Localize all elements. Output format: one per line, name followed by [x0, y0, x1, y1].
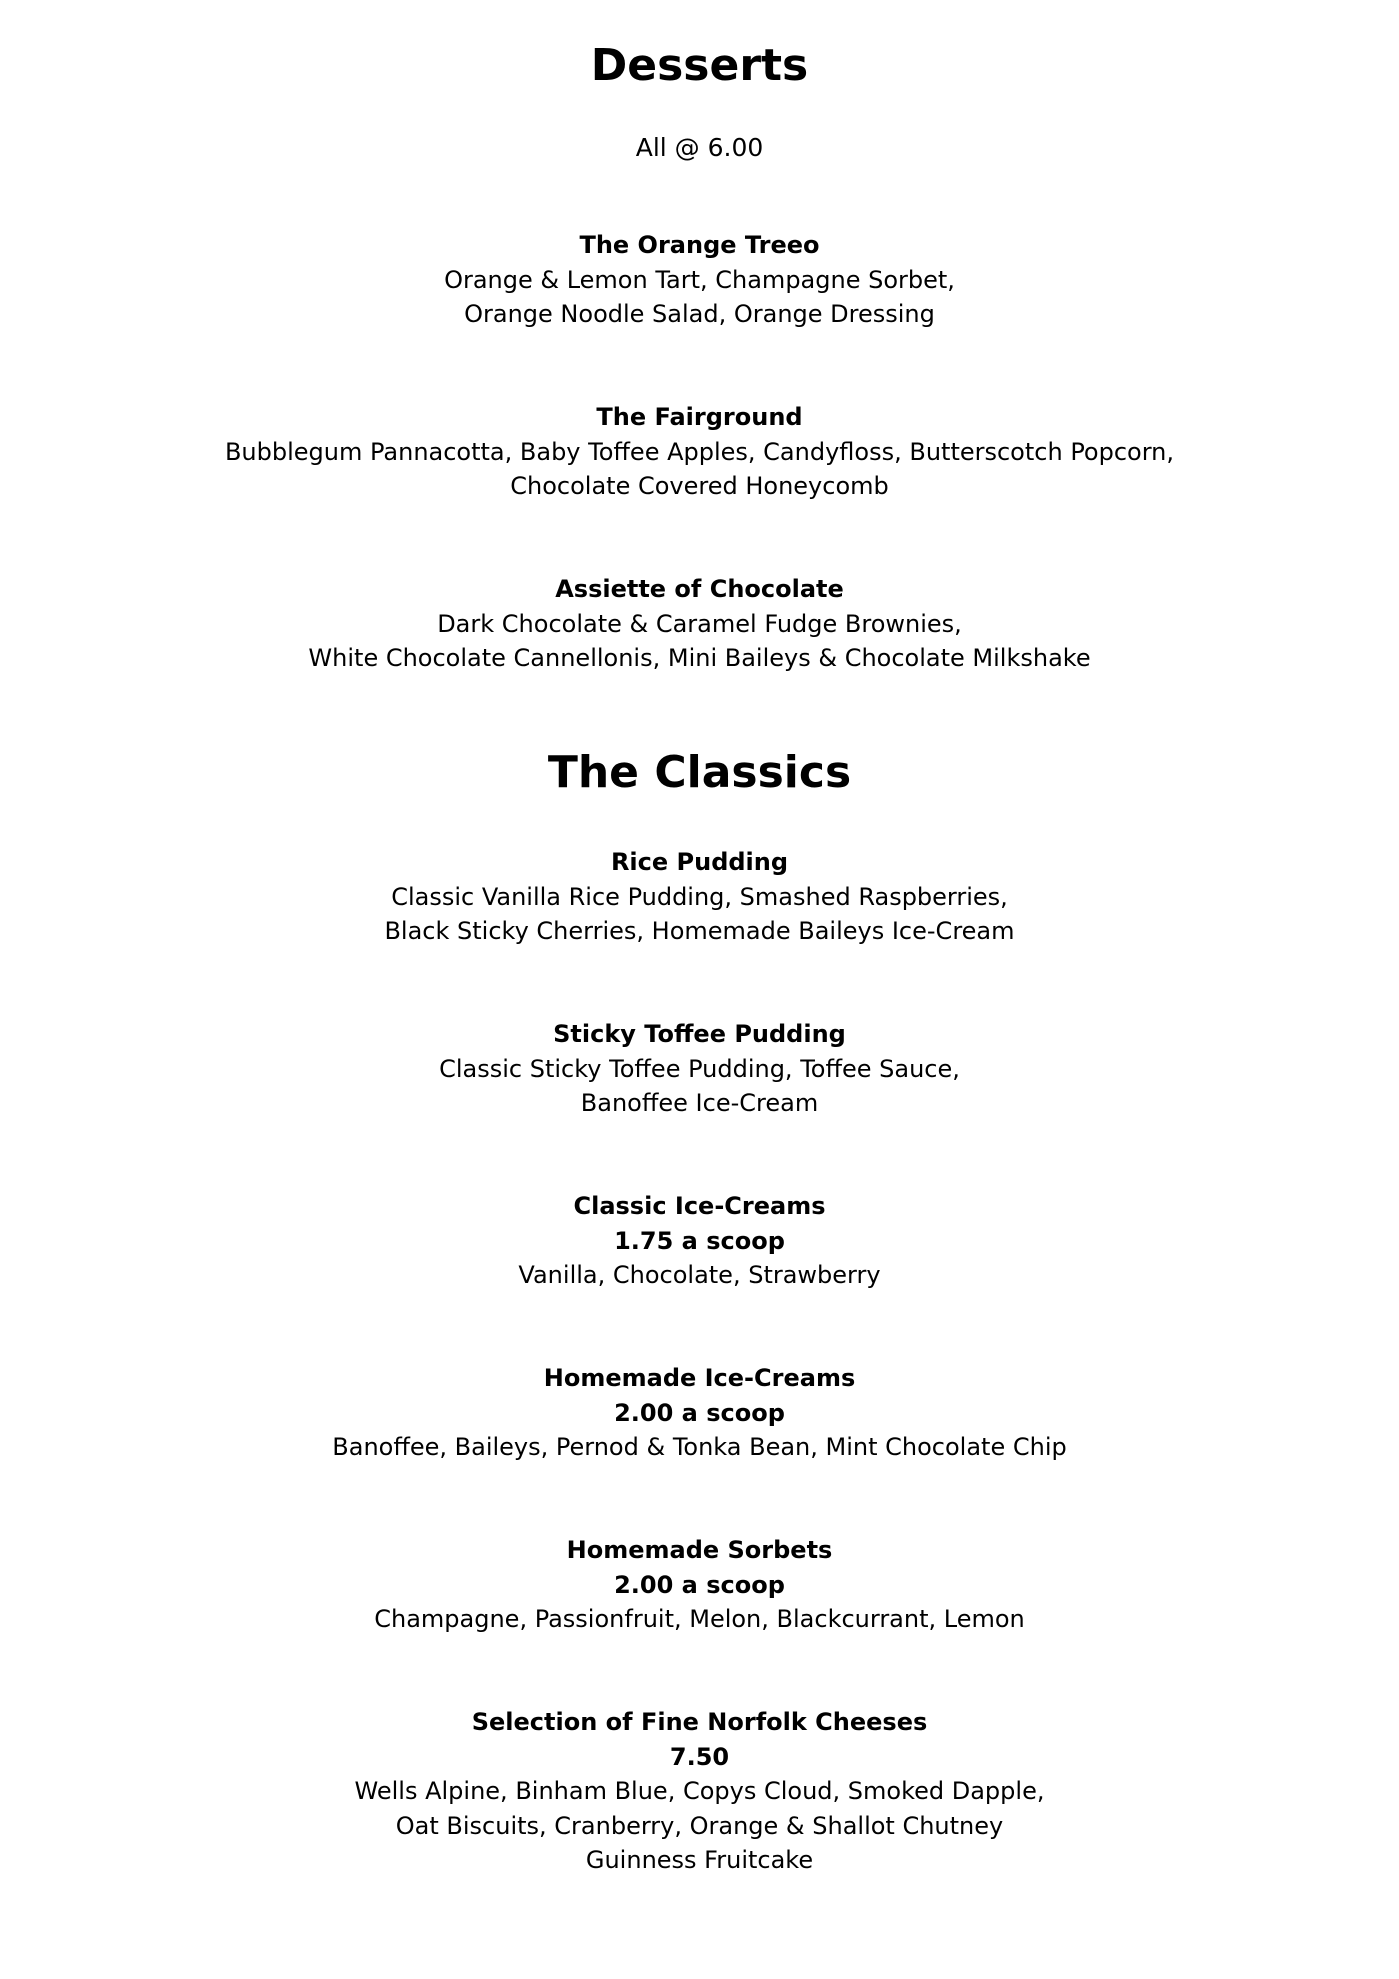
item-description: Orange & Lemon Tart, Champagne Sorbet, — [444, 265, 955, 294]
item-description: Banoffee, Baileys, Pernod & Tonka Bean, Mint Chocolate Chip — [332, 1433, 1067, 1461]
item-price: 2.00 a scoop — [614, 1570, 785, 1599]
item-description: Champagne, Passionfruit, Melon, Blackcurrant, Lemon — [374, 1605, 1025, 1633]
item-price: 7.50 — [669, 1742, 730, 1771]
item-description: Chocolate Covered Honeycomb — [510, 472, 889, 500]
item-name: Sticky Toffee Pudding — [553, 1020, 846, 1048]
menu-item-sticky-toffee-pudding — [0, 1017, 1399, 1121]
item-name: The Orange Treeo — [579, 231, 820, 259]
item-name: Selection of Fine Norfolk Cheeses — [471, 1708, 928, 1736]
menu-item-fairground — [0, 400, 1399, 504]
menu-item-classic-ice-creams — [0, 1189, 1399, 1293]
item-description: Classic Vanilla Rice Pudding, Smashed Raspberries, — [391, 882, 1008, 911]
menu-item-orange-treeo — [0, 228, 1399, 332]
item-name: Homemade Sorbets — [566, 1536, 833, 1564]
item-name: Assiette of Chocolate — [555, 575, 844, 603]
menu-item-homemade-ice-creams — [0, 1361, 1399, 1465]
item-description: Bubblegum Pannacotta, Baby Toffee Apples, Candyfloss, Butterscotch Popcorn, — [224, 437, 1175, 466]
item-description: Dark Chocolate & Caramel Fudge Brownies, — [437, 609, 962, 638]
menu-item-assiette-of-chocolate — [0, 572, 1399, 676]
item-description: Guinness Fruitcake — [585, 1846, 814, 1874]
item-description: Oat Biscuits, Cranberry, Orange & Shallot Chutney — [395, 1811, 1004, 1840]
item-description: Vanilla, Chocolate, Strawberry — [518, 1261, 881, 1289]
classics-title: The Classics — [547, 747, 852, 798]
item-description: Banoffee Ice-Cream — [580, 1089, 819, 1117]
item-price: 1.75 a scoop — [614, 1226, 785, 1255]
menu-item-norfolk-cheeses — [0, 1705, 1399, 1878]
desserts-price-note: All @ 6.00 — [635, 133, 764, 162]
menu-item-rice-pudding — [0, 845, 1399, 949]
desserts-title: Desserts — [590, 40, 809, 91]
item-description: Orange Noodle Salad, Orange Dressing — [464, 300, 935, 328]
item-description: White Chocolate Cannellonis, Mini Baileys & Chocolate Milkshake — [308, 644, 1091, 672]
item-description: Wells Alpine, Binham Blue, Copys Cloud, Smoked Dapple, — [354, 1777, 1045, 1805]
menu-item-homemade-sorbets — [0, 1533, 1399, 1637]
item-name: The Fairground — [596, 403, 803, 431]
item-description: Black Sticky Cherries, Homemade Baileys Ice-Cream — [384, 917, 1015, 945]
item-name: Rice Pudding — [610, 848, 789, 876]
item-name: Homemade Ice-Creams — [543, 1364, 856, 1392]
item-description: Classic Sticky Toffee Pudding, Toffee Sauce, — [439, 1054, 960, 1083]
item-price: 2.00 a scoop — [614, 1398, 785, 1427]
item-name: Classic Ice-Creams — [573, 1192, 826, 1220]
